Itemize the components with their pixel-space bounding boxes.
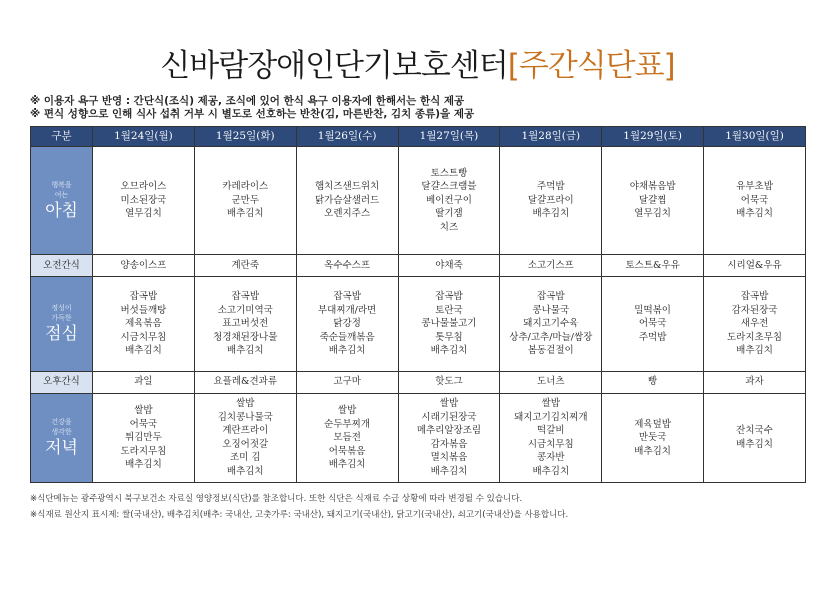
header-day: 1월28일(금): [500, 127, 602, 147]
menu-item: 김치콩나물국: [217, 411, 273, 423]
menu-item: 멸치볶음: [430, 452, 468, 464]
snack-item: 요플레&견과류: [194, 371, 296, 393]
menu-item: 배추김치: [226, 465, 264, 477]
lunch-cell: [500, 277, 602, 371]
menu-item: 닭강정: [333, 318, 361, 330]
breakfast-label: [31, 147, 93, 255]
menu-item: 주먹밥: [638, 331, 667, 343]
menu-item: 군만두: [231, 194, 260, 206]
menu-item: 배추김치: [125, 459, 162, 471]
menu-title: [주간식단표]: [507, 48, 675, 84]
label-caption: 가득한: [51, 314, 72, 323]
snack-item: 도너츠: [500, 371, 602, 393]
menu-item: 부대찌개/라면: [317, 304, 377, 316]
menu-item: 모듬전: [333, 432, 361, 444]
menu-item: 만둣국: [638, 432, 667, 444]
dinner-cell: [602, 393, 704, 482]
menu-item: 배추김치: [532, 465, 570, 477]
snack-item: 과자: [704, 371, 806, 393]
menu-item: 카레라이스: [222, 181, 269, 193]
breakfast-cell: [296, 147, 398, 255]
snack-item: 토스트&우유: [602, 255, 704, 277]
snack-item: 빵: [602, 371, 704, 393]
note-line: ※ 이용자 욕구 반영 : 간단식(조식) 제공, 조식에 있어 한식 욕구 이용자에 한해서는 한식 제공: [30, 95, 465, 107]
menu-item: 미소된장국: [120, 194, 167, 206]
menu-item: 어묵국: [638, 318, 667, 330]
header-day: 1월29일(토): [602, 127, 704, 147]
menu-item: 쌀밥: [236, 398, 255, 410]
menu-item: 열무김치: [125, 208, 162, 220]
menu-item: 제육덮밥: [634, 418, 671, 430]
menu-item: 잡곡밥: [435, 291, 463, 303]
menu-item: 어묵국: [740, 194, 769, 206]
menu-item: 닭가슴살샐러드: [314, 194, 380, 206]
snack-item: 핫도그: [398, 371, 500, 393]
am_snack-row: [31, 255, 806, 277]
dinner-cell: [704, 393, 806, 482]
breakfast-cell: [704, 147, 806, 255]
header-category: 구분: [31, 127, 93, 147]
header-day: 1월27일(목): [398, 127, 500, 147]
label-title: 아침: [45, 200, 78, 221]
menu-item: 배추김치: [328, 345, 366, 357]
label-caption: 여는: [54, 190, 69, 199]
header-day: 1월26일(수): [296, 127, 398, 147]
menu-item: 감자볶음: [430, 438, 468, 450]
snack-item: 옥수수스프: [296, 255, 398, 277]
label-caption: 건강을: [51, 417, 72, 426]
snack-item: 계란죽: [194, 255, 296, 277]
label-caption: 행복을: [51, 180, 72, 189]
lunch-cell: [194, 277, 296, 371]
menu-item: 열무김치: [634, 208, 671, 220]
menu-item: 돼지고기수육: [523, 318, 579, 330]
snack-item: 과일: [93, 371, 195, 393]
menu-item: 배추김치: [430, 345, 468, 357]
menu-item: 콩나물국: [532, 304, 570, 316]
menu-item: 제육볶음: [125, 318, 162, 330]
lunch-cell: [296, 277, 398, 371]
menu-item: 배추김치: [328, 459, 366, 471]
weekly-menu-table: [30, 126, 806, 483]
menu-item: 배추김치: [226, 345, 264, 357]
menu-item: 오렌지주스: [324, 208, 371, 220]
label-caption: 생각한: [51, 427, 72, 436]
menu-item: 튀김만두: [125, 432, 162, 444]
menu-item: 잡곡밥: [333, 291, 361, 303]
menu-item: 유부초밥: [736, 181, 773, 193]
header-day: 1월24일(월): [93, 127, 195, 147]
snack-item: 야채죽: [398, 255, 500, 277]
menu-item: 상추/고추/마늘/쌈장: [509, 331, 593, 343]
menu-item: 배추김치: [736, 438, 773, 450]
menu-item: 주먹밥: [537, 181, 565, 193]
menu-item: 달걀프라이: [527, 194, 574, 206]
pm_snack-label: 오후간식: [31, 371, 93, 393]
breakfast-cell: [398, 147, 500, 255]
menu-item: 배추김치: [125, 345, 162, 357]
menu-item: 배추김치: [634, 445, 671, 457]
menu-item: 딸기잼: [435, 208, 463, 220]
page-title: [0, 40, 835, 85]
menu-item: 달걀스크램블: [421, 181, 477, 193]
menu-item: 시래기된장국: [421, 411, 477, 423]
am_snack-label: 오전간식: [31, 255, 93, 277]
menu-item: 돼지고기김치찌개: [514, 411, 588, 423]
menu-item: 배추김치: [430, 465, 468, 477]
snack-item: 양송이스프: [93, 255, 195, 277]
lunch-label: [31, 277, 93, 371]
menu-item: 잡곡밥: [231, 291, 260, 303]
menu-item: 달걀찜: [638, 194, 667, 206]
menu-item: 잡곡밥: [740, 291, 769, 303]
menu-item: 청경채된장나물: [213, 331, 278, 343]
lunch-row: [31, 277, 806, 371]
menu-item: 어묵국: [129, 418, 158, 430]
breakfast-cell: [602, 147, 704, 255]
footer-note: ※식단메뉴는 광주광역시 북구보건소 자료실 영양정보(식단)를 참조합니다. 또한 식단은 식재료 수급 상황에 따라 변경될 수 있습니다.: [30, 494, 523, 504]
menu-item: 새우전: [740, 318, 769, 330]
menu-item: 떡갈비: [537, 425, 565, 437]
menu-item: 버섯들깨탕: [120, 304, 167, 316]
dinner-cell: [296, 393, 398, 482]
menu-item: 밀떡볶이: [634, 304, 671, 316]
menu-item: 쌀밥: [134, 405, 153, 417]
menu-item: 감자된장국: [731, 304, 778, 316]
menu-item: 잡곡밥: [537, 291, 565, 303]
notes: [30, 95, 810, 121]
label-title: 점심: [45, 324, 78, 345]
menu-item: 치즈: [439, 221, 459, 233]
header-row: [31, 127, 806, 147]
header-day: 1월25일(화): [194, 127, 296, 147]
menu-item: 배추김치: [532, 208, 570, 220]
dinner-label: [31, 393, 93, 482]
menu-item: 쌀밥: [541, 398, 560, 410]
pm_snack-row: [31, 371, 806, 393]
label-caption: 정성이: [51, 304, 72, 313]
breakfast-cell: [194, 147, 296, 255]
footer-note: ※식재료 원산지 표시제: 쌀(국내산), 배추김치(배추: 국내산, 고춧가루: 국내산), 돼지고기(국내산), 닭고기(국내산), 쇠고기(국내산)을 사용합니다.: [30, 510, 569, 520]
menu-item: 순두부찌개: [324, 418, 371, 430]
menu-item: 배추김치: [736, 345, 773, 357]
menu-item: 콩나물불고기: [421, 318, 477, 330]
menu-item: 메추리알장조림: [416, 425, 482, 437]
center-name: 신바람장애인단기보호센터: [160, 48, 508, 84]
dinner-cell: [500, 393, 602, 482]
breakfast-cell: [500, 147, 602, 255]
lunch-cell: [704, 277, 806, 371]
menu-item: 표고버섯전: [222, 318, 269, 330]
menu-item: 소고기미역국: [217, 304, 273, 316]
label-title: 저녁: [45, 437, 78, 458]
dinner-cell: [194, 393, 296, 482]
snack-item: 시리얼&우유: [704, 255, 806, 277]
menu-item: 시금치무침: [527, 438, 574, 450]
breakfast-cell: [93, 147, 195, 255]
menu-item: 어묵볶음: [328, 445, 366, 457]
menu-item: 죽순들깨볶음: [319, 331, 375, 343]
menu-item: 계란프라이: [222, 425, 269, 437]
menu-item: 베이컨구이: [426, 194, 472, 206]
menu-item: 토란국: [435, 304, 463, 316]
lunch-cell: [398, 277, 500, 371]
menu-item: 쌀밥: [337, 405, 357, 417]
menu-item: 잡곡밥: [129, 291, 158, 303]
menu-item: 오므라이스: [120, 181, 167, 193]
dinner-cell: [93, 393, 195, 482]
menu-item: 쌀밥: [439, 398, 459, 410]
menu-item: 토스트빵: [430, 167, 468, 179]
menu-item: 오징어젓갈: [222, 438, 269, 450]
menu-item: 조미 김: [229, 452, 261, 464]
dinner-row: [31, 393, 806, 482]
menu-item: 톳무침: [435, 331, 463, 343]
breakfast-row: [31, 147, 806, 255]
note-line: ※ 편식 성향으로 인해 식사 섭취 거부 시 별도로 선호하는 반찬(김, 마른반찬, 김치 종류)을 제공: [30, 108, 475, 120]
snack-item: 고구마: [296, 371, 398, 393]
header-day: 1월30일(일): [704, 127, 806, 147]
menu-item: 배추김치: [226, 208, 264, 220]
menu-item: 햄치즈샌드위치: [314, 181, 380, 193]
lunch-cell: [93, 277, 195, 371]
snack-item: 소고기스프: [500, 255, 602, 277]
menu-item: 도라지초무침: [727, 331, 783, 343]
lunch-cell: [602, 277, 704, 371]
menu-item: 도라지무침: [120, 445, 167, 457]
dinner-cell: [398, 393, 500, 482]
menu-item: 시금치무침: [120, 331, 167, 343]
footer: [30, 491, 810, 523]
menu-item: 배추김치: [736, 208, 773, 220]
menu-item: 봄동겉절이: [527, 345, 574, 357]
menu-item: 콩자반: [537, 452, 565, 464]
menu-item: 야채볶음밥: [629, 181, 676, 193]
menu-item: 잔치국수: [736, 425, 773, 437]
